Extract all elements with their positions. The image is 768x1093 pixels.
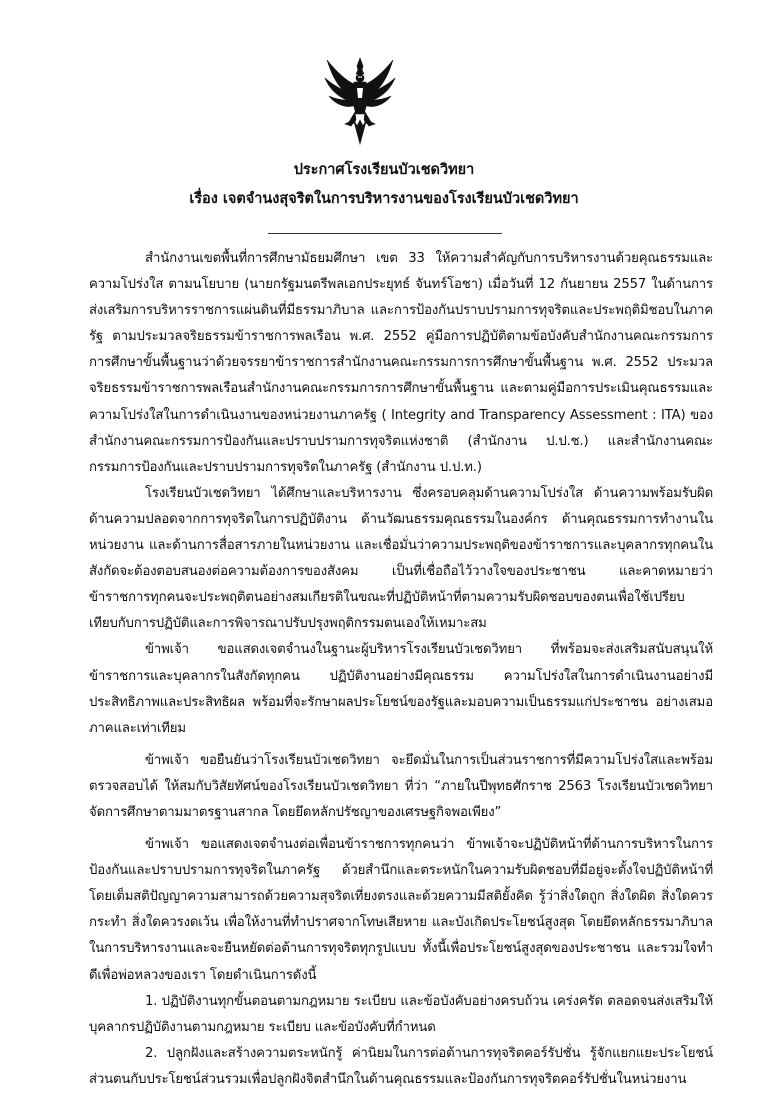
announcement-body — [89, 246, 713, 1093]
paragraph-commitment: ข้าพเจ้า ขอแสดงเจตจำนงต่อเพื่อนข้าราชการทุกคนว่า ข้าพเจ้าจะปฏิบัติหน้าที่ด้านการบริหารในการป้องกันและปราบปรามการทุจริตในภาครัฐ ด้วยสำนึกและตระหนักในความรับผิดชอบที่มีอยู่จะตั้งใจปฏิบัติหน้าที่โดยเต็มสติปัญญาความสามารถด้วยความสุจริตเที่ยงตรงและด้วยความมีสติยั้งคิด รู้ว่าสิ่งใดถูก สิ่งใดผิด สิ่งใดควรกระทำ สิ่งใดควรงดเว้น เพื่อให้งานที่ทำปราศจากโทษเสียหาย และบังเกิดประโยชน์สูงสุด โดยยึดหลักธรรมาภิบาล ในการบริหารงานและจะยืนหยัดต่อต้านการทุจริตทุกรูปแบบ ทั้งนี้เพื่อประโยชน์สูงสุดของประชาชน และรวมใจทำดีเพื่อพ่อหลวงของเรา โดยดำเนินการดังนี้ — [89, 837, 713, 983]
paragraph-intro: สำนักงานเขตพื้นที่การศึกษามัธยมศึกษา เขต 33 ให้ความสำคัญกับการบริหารงานด้วยคุณธรรมและความโปร่งใส ตามนโยบาย (นายกรัฐมนตรีพลเอกประยุทธ์ จันทร์โอชา) เมื่อวันที่ 12 กันยายน 2557 ในด้านการส่งเสริมการบริหารราชการแผ่นดินที่มีธรรมาภิบาล และการป้องกันปราบปรามการทุจริตและประพฤติมิชอบในภาครัฐ ตามประมวลจริยธรรมข้าราชการพลเรือน พ.ศ. 2552 คู่มือการปฏิบัติตามข้อบังคับสำนักงานคณะกรรมการการศึกษาขั้นพื้นฐานว่าด้วยจรรยาข้าราชการสำนักงานคณะกรรมการการศึกษาขั้นพื้นฐาน พ.ศ. 2552 ประมวลจริยธรรมข้าราชการพลเรือนสำนักงานคณะกรรมการการศึกษาขั้นพื้นฐาน และตามคู่มือการประเมินคุณธรรมและความโปร่งใสในการดำเนินงานของหน่วยงานภาครัฐ ( Integrity and Transparency Assessment : ITA) ของสำนักงานคณะกรรมการป้องกันและปราบปรามการทุจริตแห่งชาติ (สำนักงาน ป.ป.ช.) และสำนักงานคณะกรรมการป้องกันและปราบปรามการทุจริตในภาครัฐ (สำนักงาน ป.ป.ท.) — [89, 251, 713, 475]
garuda-emblem-icon — [323, 56, 397, 146]
paragraph-vision: ข้าพเจ้า ขอยืนยันว่าโรงเรียนบัวเชดวิทยา จะยึดมั่นในการเป็นส่วนราชการที่มีความโปร่งใสและพร้อมตรวจสอบได้ ให้สมกับวิสัยทัศน์ของโรงเรียนบัวเชดวิทยา ที่ว่า “ภายในปีพุทธศักราช 2563 โรงเรียนบัวเชดวิทยาจัดการศึกษาตามมาตรฐานสากล โดยยึดหลักปรัชญาของเศรษฐกิจพอเพียง” — [89, 752, 713, 820]
announcement-title: ประกาศโรงเรียนบัวเชดวิทยา — [293, 162, 475, 178]
paragraph-director-intent: ข้าพเจ้า ขอแสดงเจตจำนงในฐานะผู้บริหารโรงเรียนบัวเชดวิทยา ที่พร้อมจะส่งเสริมสนับสนุนให้ข้าราชการและบุคลากรในสังกัดทุกคน ปฏิบัติงานอย่างมีคุณธรรม ความโปร่งใสในการดำเนินงานอย่างมีประสิทธิภาพและประสิทธิผล พร้อมที่จะรักษาผลประโยชน์ของรัฐและมอบความเป็นธรรมแก่ประชาชน อย่างเสมอภาคและเท่าเทียม — [89, 642, 713, 736]
paragraph-school-scope: โรงเรียนบัวเชดวิทยา ได้ศึกษาและบริหารงาน ซึ่งครอบคลุมด้านความโปร่งใส ด้านความพร้อมรับผิด ด้านความปลอดจากการทุจริตในการปฏิบัติงาน ด้านวัฒนธรรมคุณธรรมในองค์กร ด้านคุณธรรมการทำงานในหน่วยงาน และด้านการสื่อสารภายในหน่วยงาน และเชื่อมั่นว่าความประพฤติของข้าราชการและบุคลากรทุกคนในสังกัดจะต้องตอบสนองต่อความต้องการของสังคม เป็นที่เชื่อถือไว้วางใจของประชาชน และคาดหมายว่าข้าราชการทุกคนจะประพฤติตนอย่างสมเกียรติในขณะที่ปฏิบัติหน้าที่ตามความรับผิดชอบของตนเพื่อใช้เปรียบเทียบกับการปฏิบัติและการพิจารณาปรับปรุงพฤติกรรมตนเองให้เหมาะสม — [89, 485, 713, 632]
announcement-subject: เรื่อง เจตจำนงสุจริตในการบริหารงานของโรงเรียนบัวเชดวิทยา — [189, 191, 579, 207]
title-divider — [268, 233, 502, 234]
list-item-1: 1. ปฏิบัติงานทุกขั้นตอนตามกฎหมาย ระเบียบ และข้อบังคับอย่างครบถ้วน เคร่งครัด ตลอดจนส่งเสริมให้บุคลากรปฏิบัติงานตามกฎหมาย ระเบียบ และข้อบังคับที่กำหนด — [89, 993, 713, 1035]
list-item-2: 2. ปลูกฝังและสร้างความตระหนักรู้ ค่านิยมในการต่อต้านการทุจริตคอร์รัปชั่น รู้จักแยกแยะประโยชน์ส่วนตนกับประโยชน์ส่วนรวมเพื่อปลูกฝังจิตสำนึกในด้านคุณธรรมและป้องกันการทุจริตคอร์รัปชั่นในหน่วยงาน — [89, 1045, 713, 1087]
